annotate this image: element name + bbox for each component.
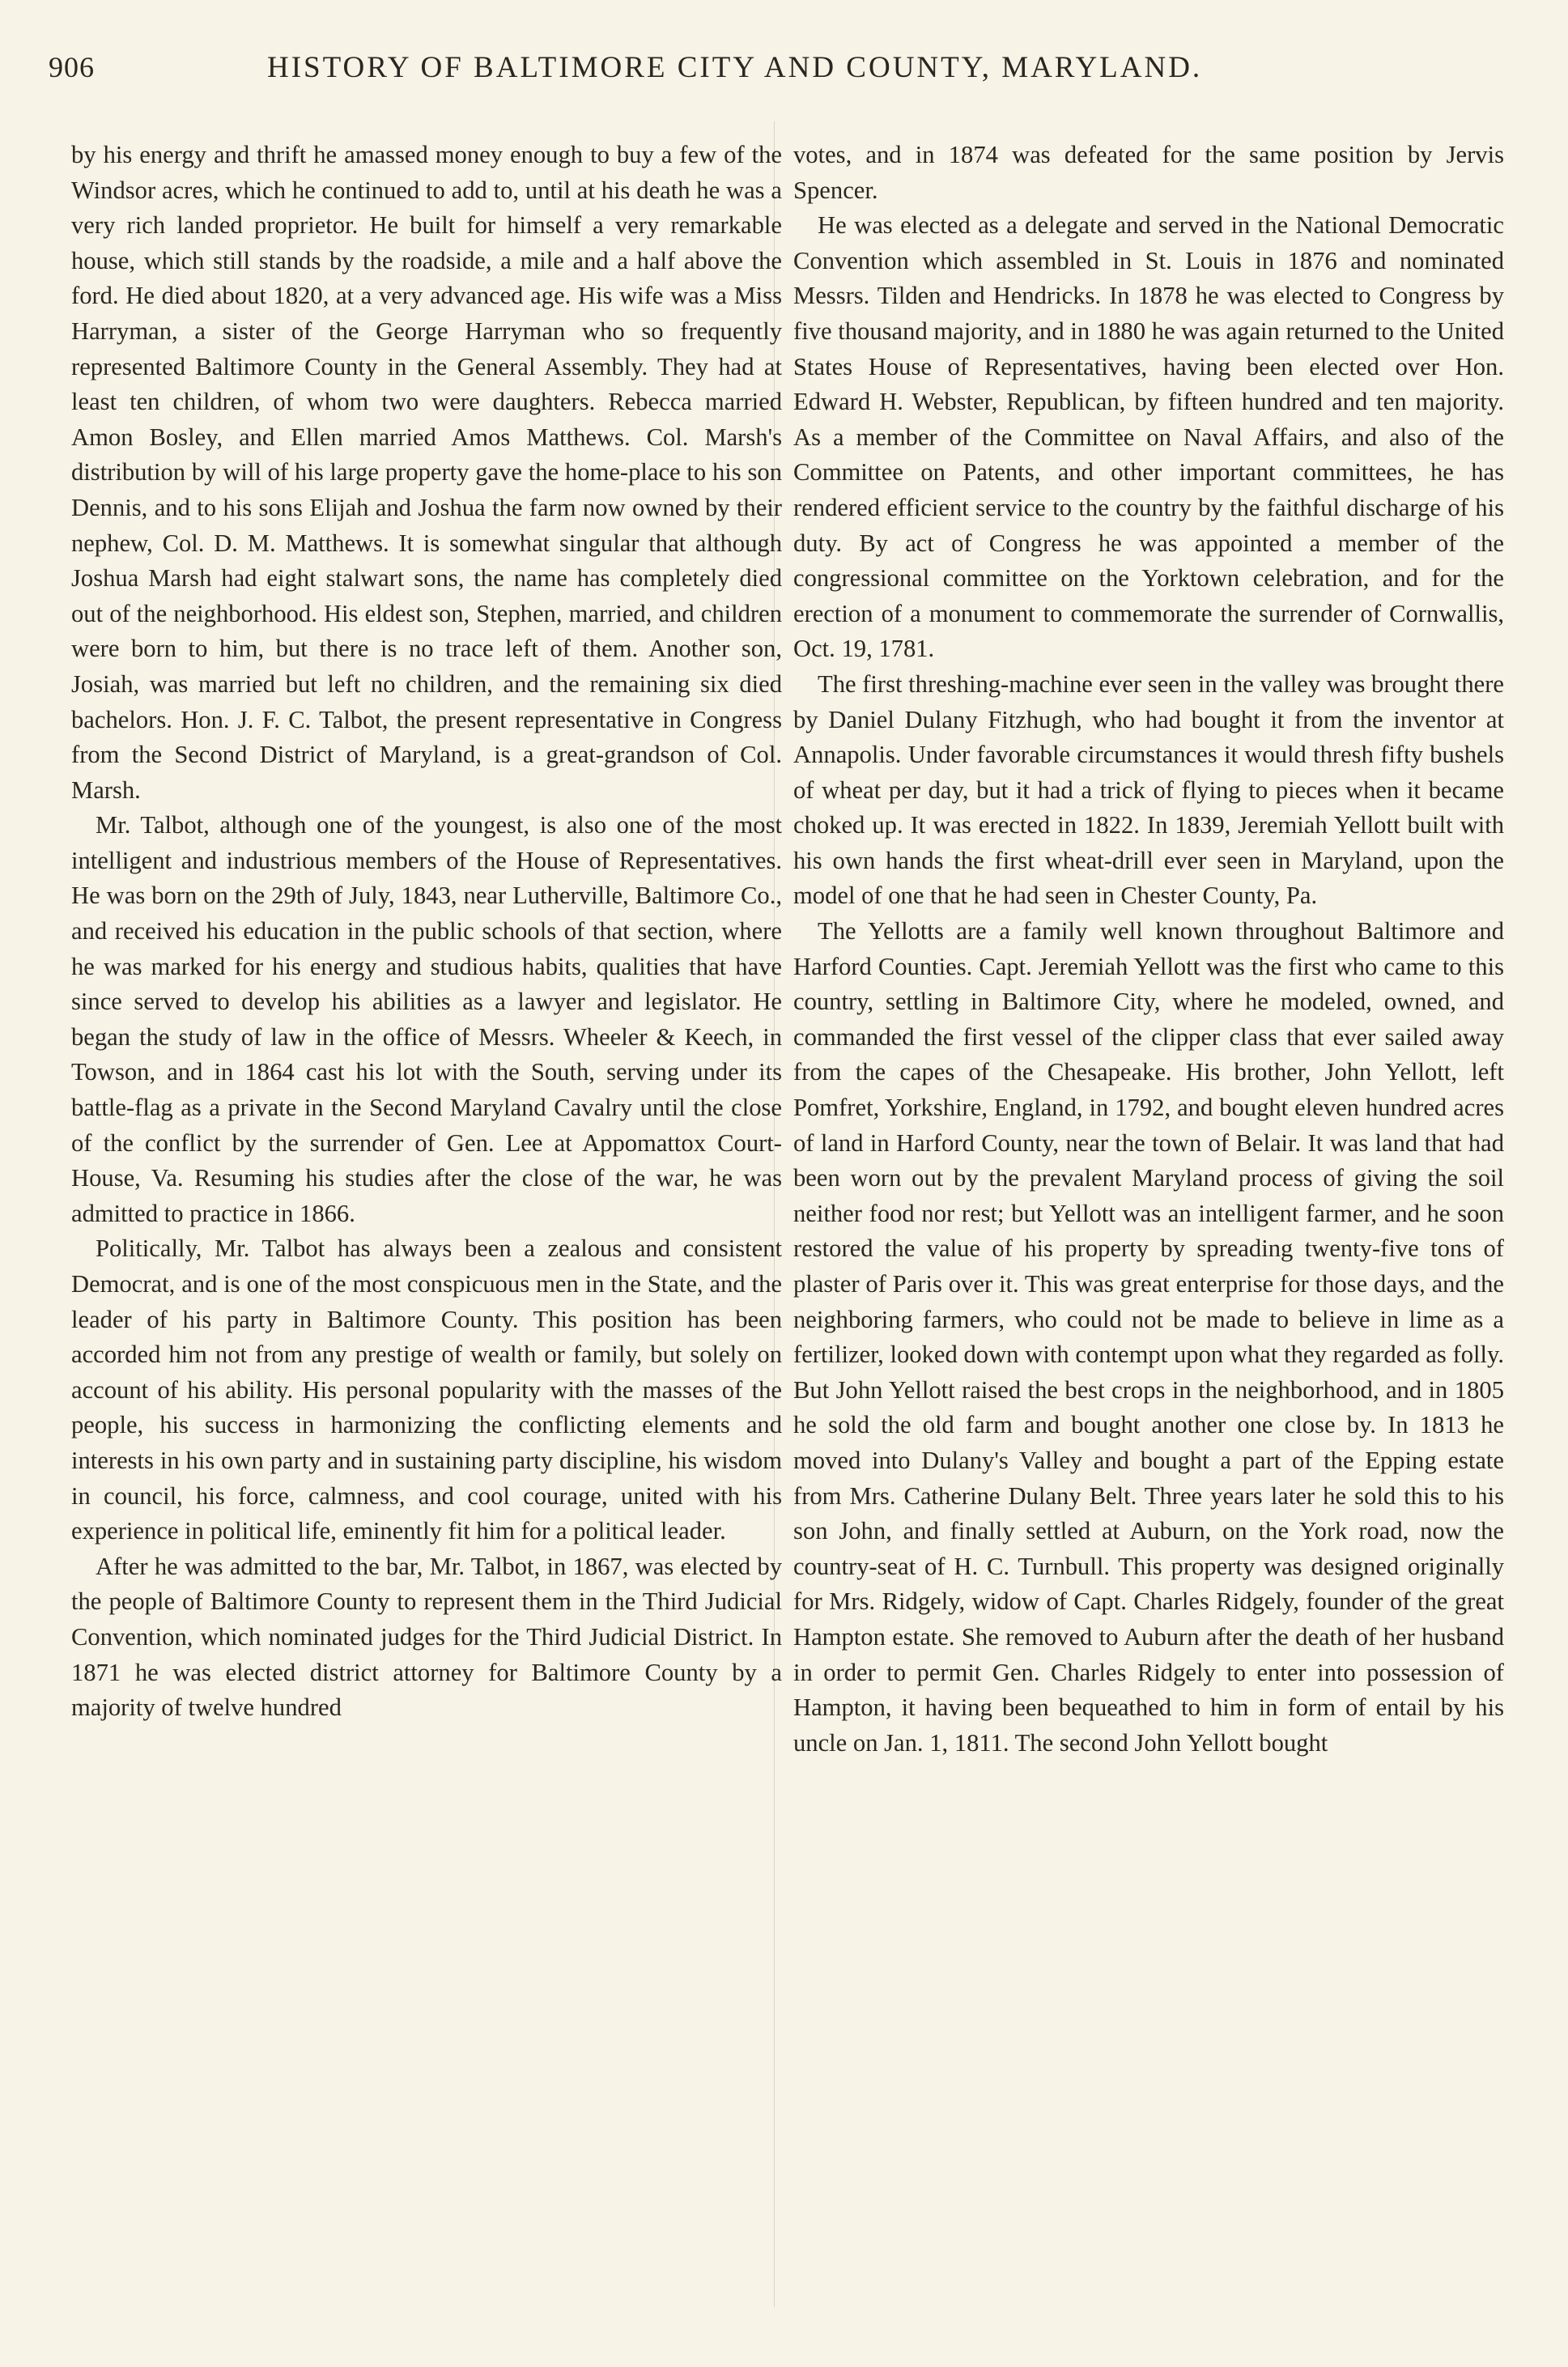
page-header <box>49 50 1506 99</box>
left-column <box>71 138 782 1726</box>
page-number: 906 <box>49 51 95 83</box>
paragraph: votes, and in 1874 was defeated for the same position by Jervis Spencer. <box>793 141 1504 204</box>
running-title: HISTORY OF BALTIMORE CITY AND COUNTY, MARYLAND. <box>267 51 1203 84</box>
paragraph: After he was admitted to the bar, Mr. Talbot, in 1867, was elected by the people of Baltimore County to represent them in the Third Judicial Convention, which nominated judges for the Third Judicial District. In 1871 he was elected district attorney for Baltimore County by a majority of twelve hundred <box>71 1552 782 1722</box>
paragraph: by his energy and thrift he amassed money enough to buy a few of the Windsor acres, which he continued to add to, until at his death he was a very rich landed proprietor. He built for himself a very remarkable house, which still stands by the roadside, a mile and a half above the ford. He died about 1820, at a very advanced age. His wife was a Miss Harryman, a sister of the George Harryman who so frequently represented Baltimore County in the General Assembly. They had at least ten children, of whom two were daughters. Rebecca married Amon Bosley, and Ellen married Amos Matthews. Col. Marsh's distribution by will of his large property gave the home-place to his son Dennis, and to his sons Elijah and Joshua the farm now owned by their nephew, Col. D. M. Matthews. It is somewhat singular that although Joshua Marsh had eight stalwart sons, the name has completely died out of the neighborhood. His eldest son, Stephen, married, and children were born to him, but there is no trace left of them. Another son, Josiah, was married but left no children, and the remaining six died bachelors. Hon. J. F. C. Talbot, the present representative in Congress from the Second District of Maryland, is a great-grandson of Col. Marsh. <box>71 141 782 804</box>
paragraph: The Yellotts are a family well known throughout Baltimore and Harford Counties. Capt. Jeremiah Yellott was the first who came to this country, settling in Baltimore City, where he modeled, owned, and commanded the first vessel of the clipper class that ever sailed away from the capes of the Chesapeake. His brother, John Yellott, left Pomfret, Yorkshire, England, in 1792, and bought eleven hundred acres of land in Harford County, near the town of Belair. It was land that had been worn out by the prevalent Maryland process of giving the soil neither food nor rest; but Yellott was an intelligent farmer, and he soon restored the value of his property by spreading twenty-five tons of plaster of Paris over it. This was great enterprise for those days, and the neighboring farmers, who could not be made to believe in lime as a fertilizer, looked down with contempt upon what they regarded as folly. But John Yellott raised the best crops in the neighborhood, and in 1805 he sold the old farm and bought another one close by. In 1813 he moved into Dulany's Valley and bought a part of the Epping estate from Mrs. Catherine Dulany Belt. Three years later he sold this to his son John, and finally settled at Auburn, on the York road, now the country-seat of H. C. Turnbull. This property was designed originally for Mrs. Ridgely, widow of Capt. Charles Ridgely, founder of the great Hampton estate. She removed to Auburn after the death of her husband in order to permit Gen. Charles Ridgely to enter into possession of Hampton, it having been bequeathed to him in form of entail by his uncle on Jan. 1, 1811. The second John Yellott bought <box>793 917 1504 1757</box>
right-column <box>793 138 1504 1761</box>
paragraph: Mr. Talbot, although one of the youngest, is also one of the most intelligent and industrious members of the House of Representatives. He was born on the 29th of July, 1843, near Lutherville, Baltimore Co., and received his education in the public schools of that section, where he was marked for his energy and studious habits, qualities that have since served to develop his abilities as a lawyer and legislator. He began the study of law in the office of Messrs. Wheeler & Keech, in Towson, and in 1864 cast his lot with the South, serving under its battle-flag as a private in the Second Maryland Cavalry until the close of the conflict by the surrender of Gen. Lee at Appomattox Court-House, Va. Resuming his studies after the close of the war, he was admitted to practice in 1866. <box>71 811 782 1227</box>
paragraph: Politically, Mr. Talbot has always been a zealous and consistent Democrat, and is one of the most conspicuous men in the State, and the leader of his party in Baltimore County. This position has been accorded him not from any prestige of wealth or family, but solely on account of his ability. His personal popularity with the masses of the people, his success in harmonizing the conflicting elements and interests in his own party and in sustaining party discipline, his wisdom in council, his force, calmness, and cool courage, united with his experience in political life, eminently fit him for a political leader. <box>71 1234 782 1545</box>
paragraph: The first threshing-machine ever seen in the valley was brought there by Daniel Dulany Fitzhugh, who had bought it from the inventor at Annapolis. Under favorable circumstances it would thresh fifty bushels of wheat per day, but it had a trick of flying to pieces when it became choked up. It was erected in 1822. In 1839, Jeremiah Yellott built with his own hands the first wheat-drill ever seen in Maryland, upon the model of one that he had seen in Chester County, Pa. <box>793 669 1504 910</box>
paragraph: He was elected as a delegate and served in the National Democratic Convention which assembled in St. Louis in 1876 and nominated Messrs. Tilden and Hendricks. In 1878 he was elected to Congress by five thousand majority, and in 1880 he was again returned to the United States House of Representatives, having been elected over Hon. Edward H. Webster, Republican, by fifteen hundred and ten majority. As a member of the Committee on Naval Affairs, and also of the Committee on Patents, and other important committees, he has rendered efficient service to the country by the faithful discharge of his duty. By act of Congress he was appointed a member of the congressional committee on the Yorktown celebration, and for the erection of a monument to commemorate the surrender of Cornwallis, Oct. 19, 1781. <box>793 211 1504 663</box>
